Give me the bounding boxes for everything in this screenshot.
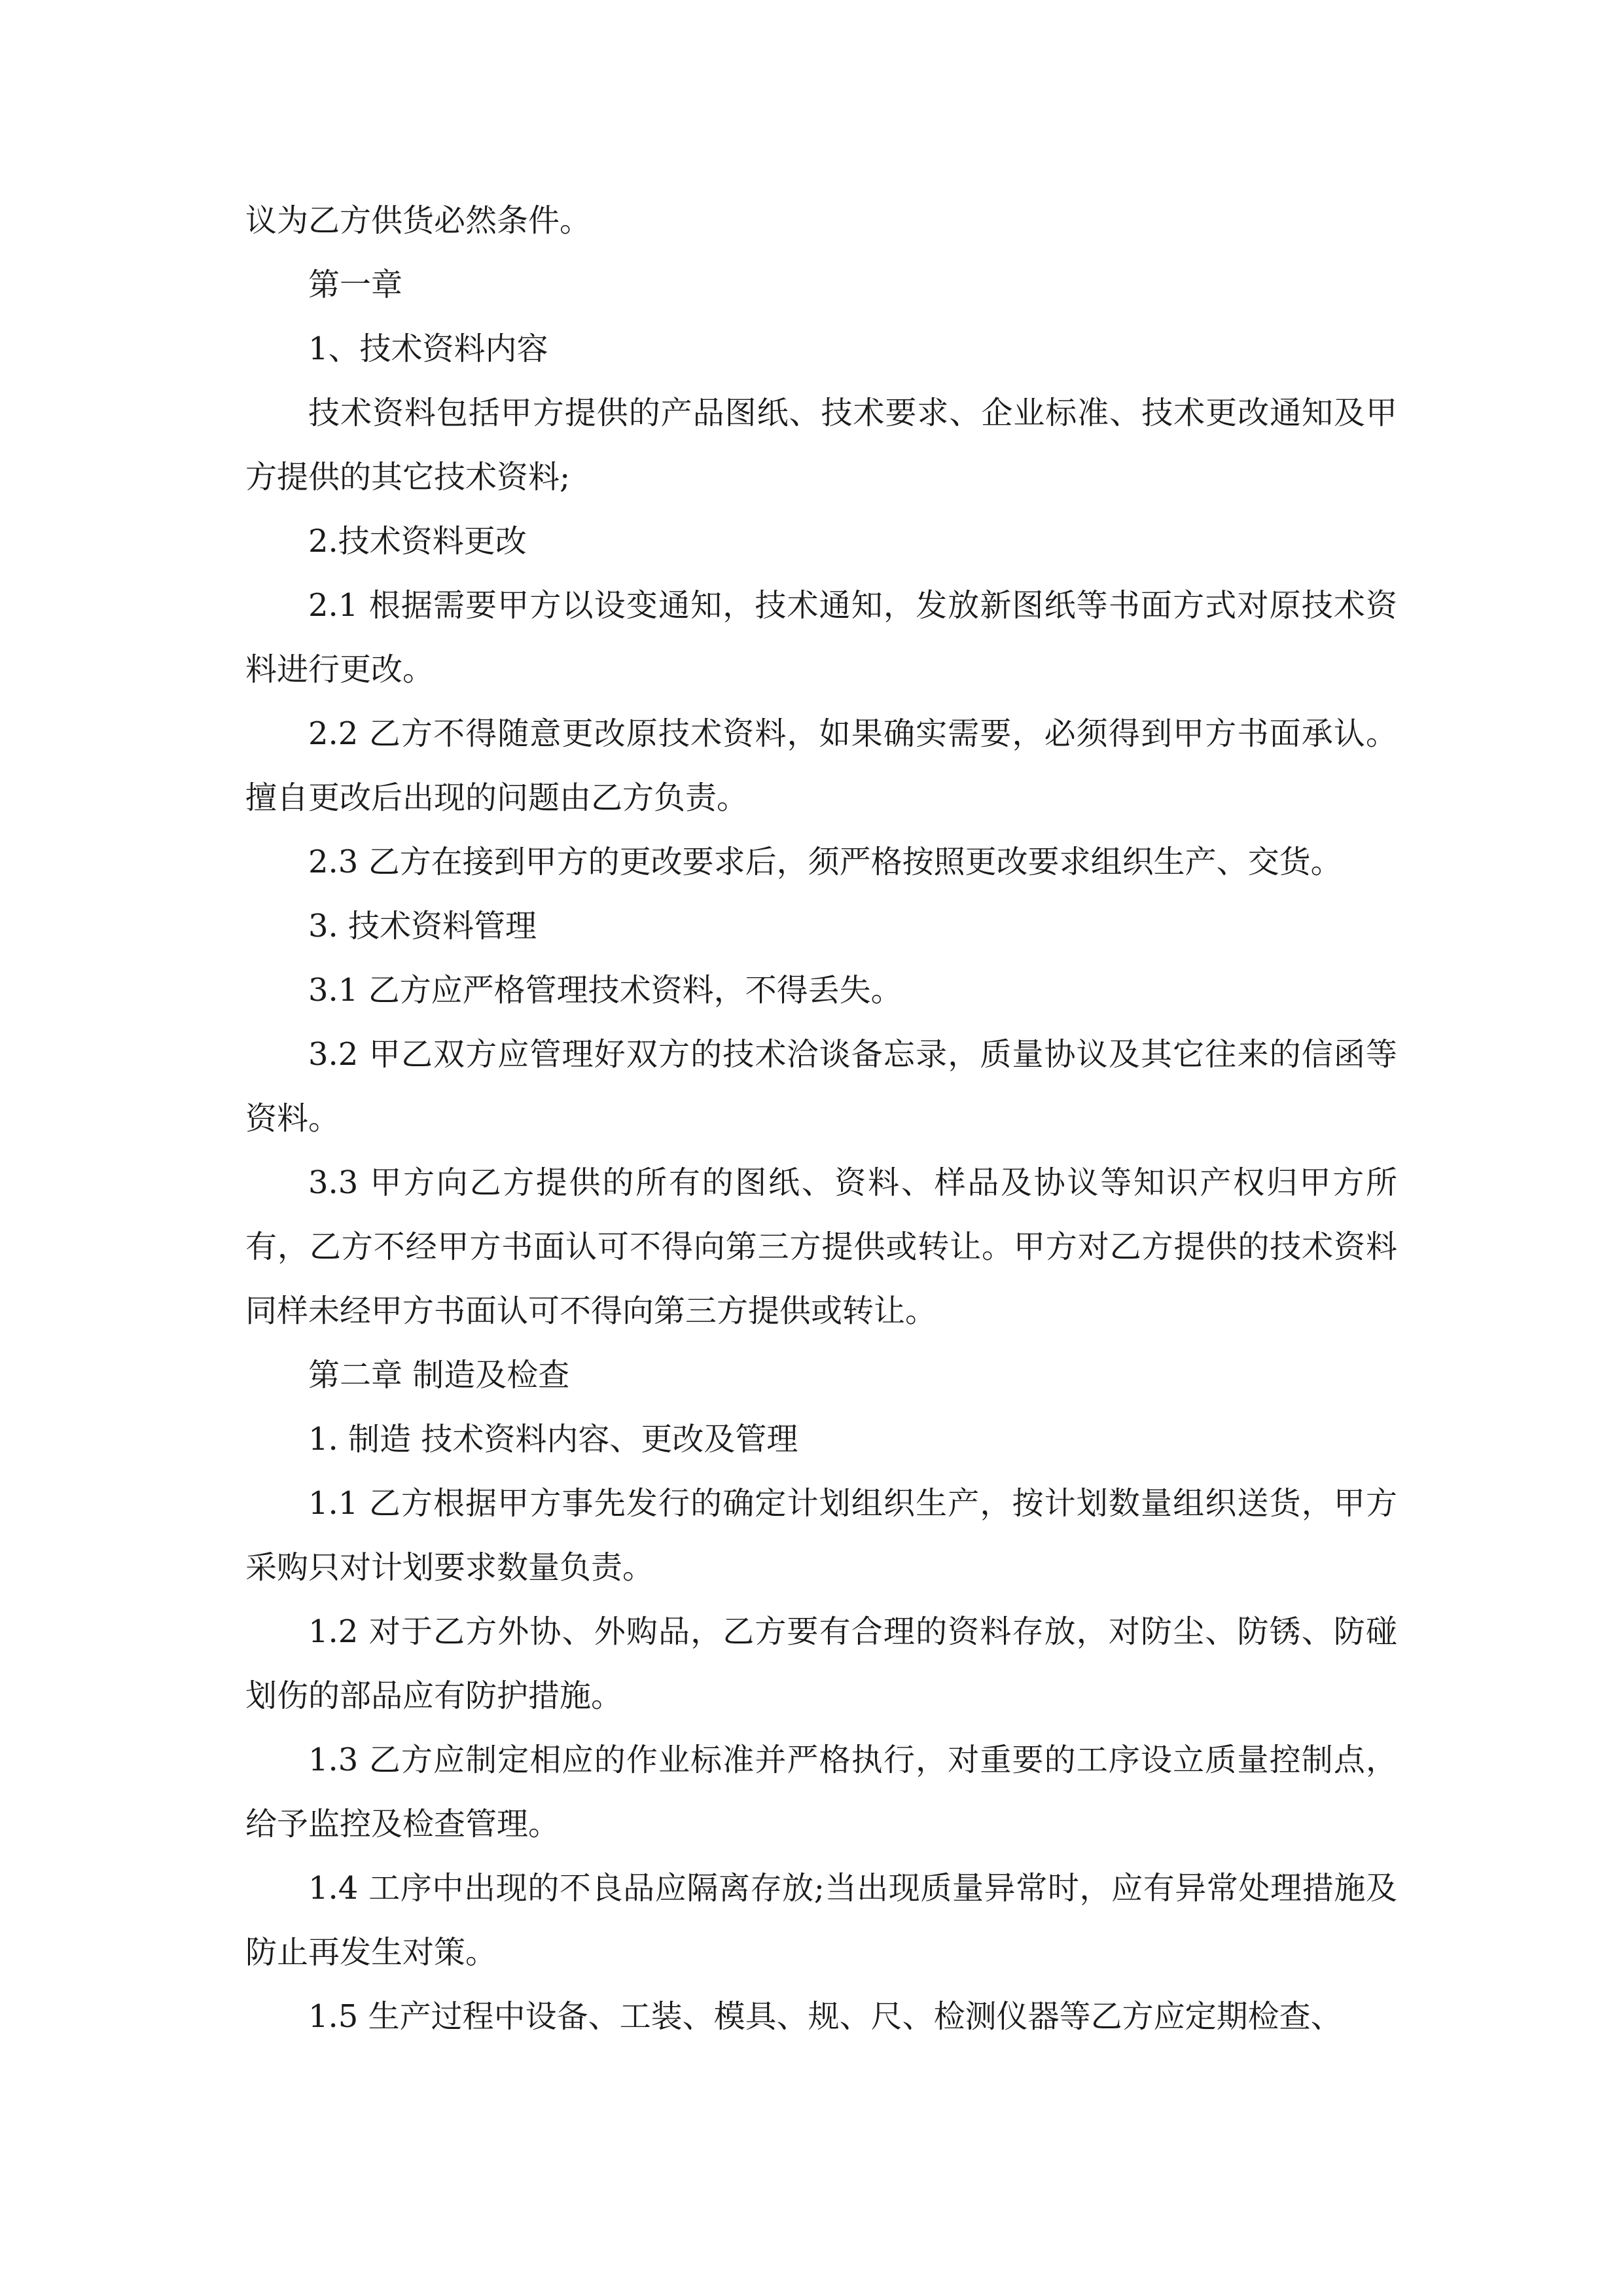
clause-2-3: 2.3 乙方在接到甲方的更改要求后，须严格按照更改要求组织生产、交货。 — [308, 844, 1342, 880]
clause-3-1: 3.1 乙方应严格管理技术资料，不得丢失。 — [308, 972, 902, 1009]
section-3-heading: 3. 技术资料管理 — [308, 908, 537, 944]
chapter-one-heading: 第一章 — [308, 266, 403, 303]
clause-1-1: 1.1 乙方根据甲方事先发行的确定计划组织生产，按计划数量组织送货，甲方采购只对计划要求数量负责。 — [245, 1485, 1397, 1586]
clause-1-5: 1.5 生产过程中设备、工装、模具、规、尺、检测仪器等乙方应定期检查、 — [308, 1998, 1342, 2035]
clause-1-2: 1.2 对于乙方外协、外购品，乙方要有合理的资料存放，对防尘、防锈、防碰划伤的部品应有防护措施。 — [245, 1613, 1397, 1714]
clause-1-4: 1.4 工序中出现的不良品应隔离存放;当出现质量异常时，应有异常处理措施及防止再发生对策。 — [245, 1870, 1397, 1971]
clause-2-1: 2.1 根据需要甲方以设变通知，技术通知，发放新图纸等书面方式对原技术资料进行更改。 — [245, 587, 1397, 688]
section-1-heading: 1、技术资料内容 — [308, 331, 548, 367]
clause-2-2: 2.2 乙方不得随意更改原技术资料，如果确实需要，必须得到甲方书面承认。擅自更改后出现的问题由乙方负责。 — [245, 715, 1397, 816]
paragraph-continuation: 议为乙方供货必然条件。 — [245, 202, 592, 239]
section-2-heading: 2.技术资料更改 — [308, 523, 527, 560]
clause-3-2: 3.2 甲乙双方应管理好双方的技术洽谈备忘录，质量协议及其它往来的信函等资料。 — [245, 1036, 1397, 1137]
chapter-two-heading: 第二章 制造及检查 — [308, 1357, 570, 1393]
section-1-body: 技术资料包括甲方提供的产品图纸、技术要求、企业标准、技术更改通知及甲方提供的其它技术资料; — [245, 395, 1397, 495]
clause-1-3: 1.3 乙方应制定相应的作业标准并严格执行，对重要的工序设立质量控制点，给予监控及检查管理。 — [245, 1742, 1397, 1842]
manufacturing-section-heading: 1. 制造 技术资料内容、更改及管理 — [308, 1421, 798, 1458]
document-body — [245, 188, 1397, 2049]
clause-3-3: 3.3 甲方向乙方提供的所有的图纸、资料、样品及协议等知识产权归甲方所有，乙方不经甲方书面认可不得向第三方提供或转让。甲方对乙方提供的技术资料同样未经甲方书面认可不得向第三方提供或转让。 — [245, 1164, 1397, 1329]
